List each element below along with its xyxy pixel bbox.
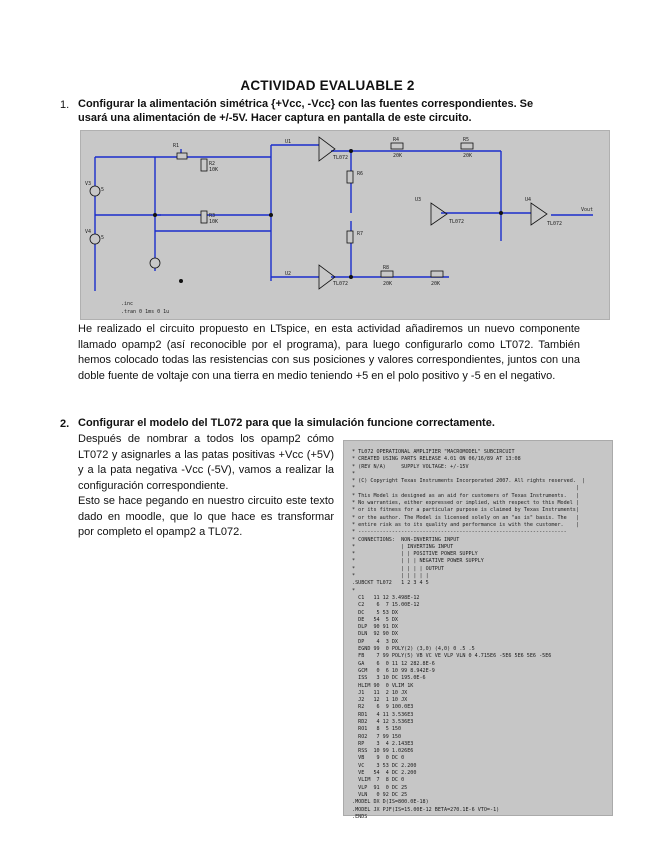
- label-u2: U2: [285, 271, 292, 277]
- label-v3-value: 5: [101, 187, 105, 193]
- label-r2-value: 10K: [209, 167, 219, 173]
- ltspice-schematic-screenshot: [80, 130, 610, 320]
- label-r4-value: 20K: [393, 153, 403, 159]
- label-r3-value: 10K: [209, 219, 219, 225]
- item-2-number: 2.: [60, 418, 70, 430]
- label-u2-model: TL072: [333, 281, 349, 287]
- item-1-number: 1.: [60, 99, 70, 111]
- label-r1: R1: [173, 143, 180, 149]
- label-r5: R5: [463, 137, 470, 143]
- label-r4: R4: [393, 137, 400, 143]
- label-u4: U4: [525, 197, 532, 203]
- label-r6: R6: [357, 171, 364, 177]
- label-r8-value: 20K: [383, 281, 393, 287]
- item-1-heading-line-1: Configurar la alimentación simétrica {+Vcc, -Vcc} con las fuentes correspondientes. Se: [78, 98, 534, 110]
- label-u1: U1: [285, 139, 292, 145]
- label-r8: R8: [383, 265, 390, 271]
- schematic-wires: [95, 145, 593, 291]
- label-r7: R7: [357, 231, 364, 237]
- label-u3-model: TL072: [449, 219, 465, 225]
- paragraph-1: He realizado el circuito propuesto en LTspice, en esta actividad añadiremos un nuevo componente llamado opamp2 (así reconocible por el programa), para luego configurarlo como LT072. También hemos colocado todas las resistencias con sus posiciones y valores correspondientes, juntos con una doble fuente de voltaje con una tierra en medio teniendo +5 en el polo positivo y -5 en el negativo.: [78, 323, 580, 382]
- tl072-model-code-screenshot: [343, 440, 613, 820]
- label-u1-model: TL072: [333, 155, 349, 161]
- label-v4: V4: [85, 229, 92, 235]
- item-2-heading: Configurar el modelo del TL072 para que la simulación funcione correctamente.: [78, 417, 495, 429]
- label-inc: .inc: [121, 301, 134, 307]
- label-tran: .tran 0 1ms 0 1u: [121, 309, 170, 315]
- label-u4-model: TL072: [547, 221, 563, 227]
- label-vout: Vout: [581, 207, 594, 213]
- label-v4-value: 5: [101, 235, 105, 241]
- label-r5-value: 20K: [463, 153, 473, 159]
- label-r2: R2: [209, 161, 216, 167]
- schematic-drawing: [81, 131, 609, 319]
- paragraph-2b: Esto se hace pegando en nuestro circuito este texto dado en moodle, que lo que hace es transformar por completo el opamp2 a TL072.: [78, 495, 334, 538]
- label-u3: U3: [415, 197, 422, 203]
- label-r8b-value: 20K: [431, 281, 441, 287]
- label-v3: V3: [85, 181, 92, 187]
- document-title: ACTIVIDAD EVALUABLE 2: [240, 78, 415, 93]
- label-r3: R3: [209, 213, 216, 219]
- paragraph-2a: Después de nombrar a todos los opamp2 cómo LT072 y asignarles a las patas positivas +Vcc (+5V) y a la pata negativa -Vcc (-5V), vamos a realizar la configuración correspondiente.: [78, 433, 334, 492]
- tl072-model-code: * TL072 OPERATIONAL AMPLIFIER "MACROMODEL" SUBCIRCUIT * CREATED USING PARTS RELEASE 4.01 ON 06/16/89 AT 13:08 * (REV N/A) SUPPLY VOLTAGE: +/-15V * * (C) Copyright Texas Instruments Incorporated 2007. All rights reserved. | * | * This Model is designed as an aid for customers of Texas Instruments. | * No warranties, either expressed or implied, with respect to this Model | * or its fitness for a particular purpose is claimed by Texas Instruments| * or the author. The Model is licensed solely on an "as is" basis. The | * entire risk as to its quality and performance is with the customer. | * -------------------------------------------------------------------- * CONNECTIONS: NON-INVERTING INPUT * | INVERTING INPUT * | | POSITIVE POWER SUPPLY * | | | NEGATIVE POWER SUPPLY * | | | | OUTPUT * | | | | | .SUBCKT TL072 1 2 3 4 5 * C1 11 12 3.498E-12 C2 6 7 15.00E-12 DC 5 53 DX DE 54 5 DX DLP 90 91 DX DLN 92 90 DX DP 4 3 DX EGND 99 0 POLY(2) (3,0) (4,0) 0 .5 .5 FB 7 99 POLY(5) VB VC VE VLP VLN 0 4.715E6 -5E6 5E6 5E6 -5E6 GA 6 0 11 12 282.8E-6 GCM 0 6 10 99 8.942E-9 ISS 3 10 DC 195.0E-6 HLIM 90 0 VLIM 1K J1 11 2 10 JX J2 12 1 10 JX R2 6 9 100.0E3 RD1 4 11 3.536E3 RD2 4 12 3.536E3 RO1 8 5 150 RO2 7 99 150 RP 3 4 2.143E3 RSS 10 99 1.026E6 VB 9 0 DC 0 VC 3 53 DC 2.200 VE 54 4 DC 2.200 VLIM 7 8 DC 0 VLP 91 0 DC 25 VLN 0 92 DC 25 .MODEL DX D(IS=800.0E-18) .MODEL JX PJF(IS=15.00E-12 BETA=270.1E-6 VTO=-1) .ENDS: [352, 449, 586, 820]
- item-1-heading-line-2: usará una alimentación de +/-5V. Hacer captura en pantalla de este circuito.: [78, 112, 472, 124]
